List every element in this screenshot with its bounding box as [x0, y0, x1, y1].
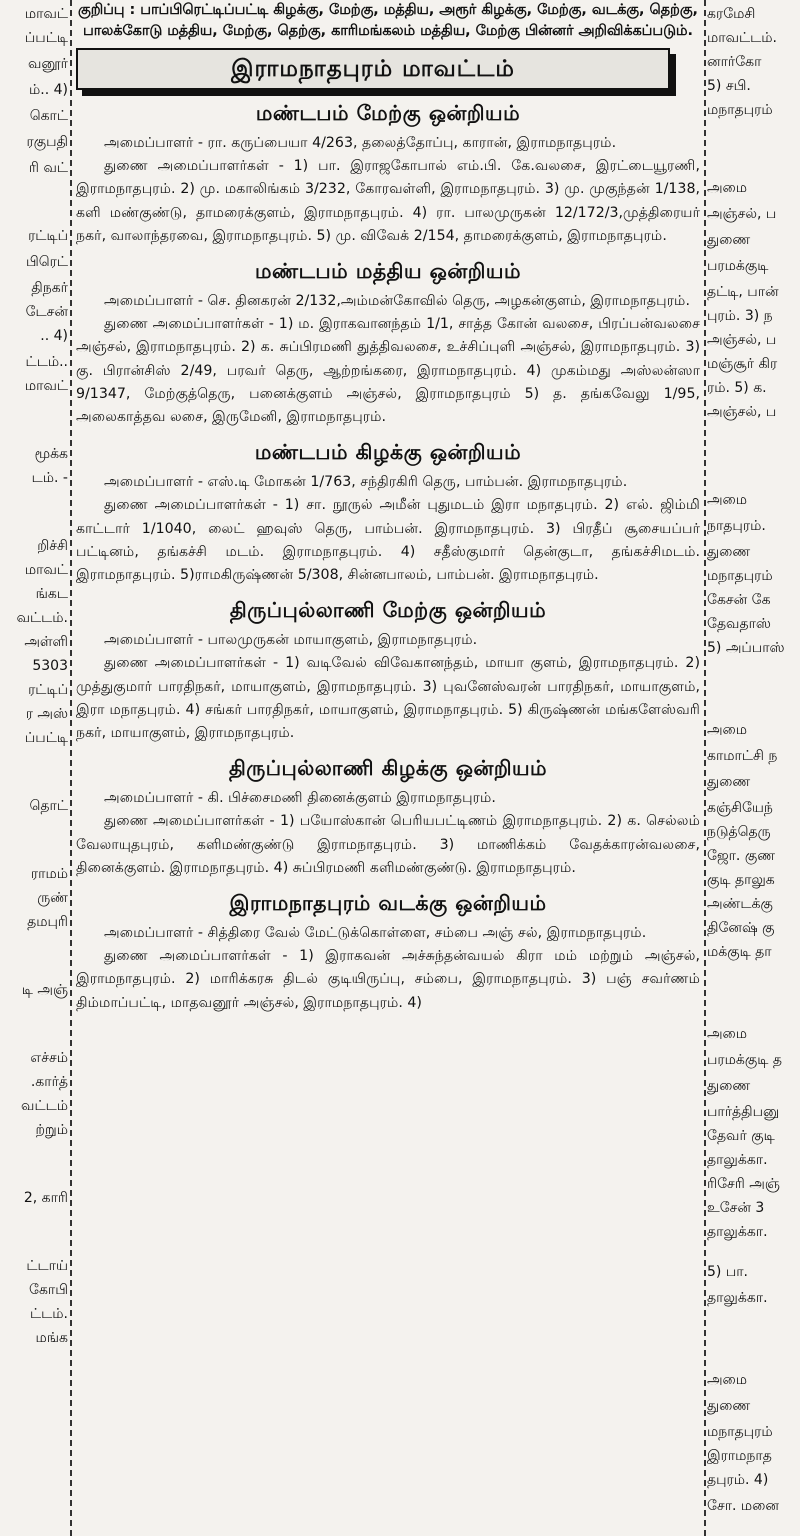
left-column-fragment: வட்டம்	[21, 1098, 68, 1114]
left-column-fragment: ங்கட	[35, 586, 68, 602]
section-deputies: துணை அமைப்பாளர்கள் - 1) ம. இராகவானந்தம் 1/1, சாத்த கோன் வலசை, பிரப்பன்வலசை அஞ்சல், இராமநாதபுரம். 2) க. சுப்பிரமணி துத்திவலசை, உச்சிப்புளி அஞ்சல், இராமநாதபுரம். 3) கு. பிரான்சிஸ் 2/49, பரவர் தெரு, ஆற்றங்கரை, இராமநாதபுரம். 4) முகம்மது அஸ்லன்ஸா 9/1347, மேற்குத்தெரு, பனைக்குளம் அஞ்சல், இராமநாதபுரம் 5) த. தங்கவேலு 1/95, அலைகாத்தவ லசை, இருமேனி, இராமநாதபுரம்.	[76, 316, 700, 426]
left-column-fragment: ரட்டிப்	[28, 228, 68, 244]
section-deputies: துணை அமைப்பாளர்கள் - 1) இராகவன் அச்சுந்தன்வயல் கிரா மம் மற்றும் அஞ்சல், இராமநாதபுரம். 2) மாரிக்கரசு திடல் குடியிருப்பு, சம்பை, இராமநாதபுரம். 3) பஞ் சவர்ணம் திம்மாப்பட்டி, மாதவனூர் அஞ்சல், இராமநாதபுரம். 4)	[76, 948, 700, 1011]
left-column-fragment: பிரெட்	[25, 254, 68, 270]
right-column-fragment: இராமநாத	[707, 1448, 772, 1464]
right-column-fragment: மநாதபுரம்	[707, 1424, 773, 1440]
right-column-fragment: கஞ்சியேந்	[707, 800, 773, 816]
section-title: இராமநாதபுரம் வடக்கு ஒன்றியம்	[229, 891, 547, 916]
section-mandapam-central	[76, 256, 700, 429]
right-column-fragment: அமை	[707, 722, 748, 738]
right-column-fragment: மநாதபுரம்	[707, 568, 773, 584]
section-ramanathapuram-north	[76, 888, 700, 1015]
left-column-fragment: ப்பட்டி	[24, 730, 68, 746]
section-mandapam-east	[76, 437, 700, 587]
left-column-fragment: மாவட்	[24, 378, 68, 394]
right-column-fragment: தாலுக்கா.	[707, 1224, 768, 1240]
right-column-fragment: ஜோ. குண	[707, 848, 776, 864]
left-column-fragment: ட்டம்.	[29, 1306, 68, 1322]
left-column-fragment: மாவட்	[24, 562, 68, 578]
right-column-fragment: அஞ்சல், ப	[707, 332, 777, 348]
left-column-fragment: ற்றும்	[35, 1122, 68, 1138]
right-column-fragment: நடுத்தெரு	[707, 824, 771, 840]
section-deputies: துணை அமைப்பாளர்கள் - 1) பயோஸ்கான் பெரியபட்டிணம் இராமநாதபுரம். 2) க. செல்லம் வேலாயுதபுரம், களிமண்குண்டு இராமநாதபுரம். 3) மாணிக்கம் வேதக்காரன்வலசை, தினைக்குளம். இராமநாதபுரம். 4) சுப்பிரமணி களிமண்குண்டு. இராமநாதபுரம்.	[76, 813, 700, 876]
section-deputies: துணை அமைப்பாளர்கள் - 1) பா. இராஜகோபால் எம்.பி. கே.வலசை, இரட்டையூரணி, இராமநாதபுரம். 2) மு. மகாலிங்கம் 3/232, கோரவள்ளி, இராமநாதபுரம். 3) மு. முகுந்தன் 1/138, களி மண்குண்டு, தாமரைக்குளம், இராமநாதபுரம். 4) ரா. பாலமுருகன் 12/172/3,முத்திரையர் நகர், வாலாந்தரவை, இராமநாதபுரம். 5) மு. விவேக் 2/154, தாமரைக்குளம், இராமநாதபுரம்.	[76, 158, 700, 244]
left-column-fragment: ரட்டிப்	[28, 682, 68, 698]
left-column-fragment: மங்க	[35, 1330, 68, 1346]
left-column-fragment: கோபி	[29, 1282, 68, 1298]
left-column-fragment: .. 4)	[40, 328, 68, 344]
right-column-fragment: அமை	[707, 180, 748, 196]
left-column-fragment: .கார்த்	[30, 1074, 68, 1090]
left-column-fragment: டி அஞ்	[21, 982, 68, 998]
left-column-fragment: எச்சம்	[30, 1050, 68, 1066]
right-column-fragment: தபுரம். 4)	[707, 1472, 769, 1488]
right-column-fragment: கேசன் கே	[707, 592, 771, 608]
right-column-fragment: துணை	[707, 1398, 751, 1414]
right-column-cutoff	[707, 0, 800, 1536]
left-column-fragment: ருண்	[37, 890, 68, 906]
left-column-fragment: மூக்க	[34, 446, 68, 462]
left-column-fragment: ப்பட்டி	[24, 30, 68, 46]
right-column-fragment: உசேன் 3	[707, 1200, 765, 1216]
right-column-fragment: அஞ்சல், ப	[707, 206, 777, 222]
main-column	[76, 0, 700, 1536]
right-column-fragment: தாலுக்கா.	[707, 1290, 768, 1306]
right-column-fragment: அமை	[707, 492, 748, 508]
section-title: திருப்புல்லாணி கிழக்கு ஒன்றியம்	[228, 756, 548, 781]
right-column-fragment: மக்குடி தா	[707, 944, 772, 960]
left-column-fragment: ராமம்	[30, 866, 68, 882]
right-column-fragment: ரிசேரி அஞ்	[707, 1176, 780, 1192]
right-column-fragment: தினேஷ் கு	[707, 920, 775, 936]
right-column-fragment: காமாட்சி ந	[707, 748, 778, 764]
left-column-fragment: டேசன்	[25, 304, 68, 320]
right-column-fragment: னார்கோ	[707, 54, 762, 70]
right-column-fragment: துணை	[707, 774, 751, 790]
top-note: குறிப்பு : பாப்பிரெட்டிப்பட்டி கிழக்கு, மேற்கு, மத்திய, அரூர் கிழக்கு, மேற்கு, வடக்கு, தெற்கு, பாலக்கோடு மத்திய, மேற்கு, தெற்கு, காரிமங்கலம் மத்திய, மேற்கு பின்னர் அறிவிக்கப்படும்.	[78, 2, 698, 39]
right-column-fragment: மாவட்டம்.	[707, 30, 777, 46]
left-column-fragment: மாவட்	[24, 6, 68, 22]
left-column-fragment: தொட்	[29, 798, 68, 814]
right-column-divider	[704, 0, 706, 1536]
left-column-fragment: வட்டம்.	[16, 610, 68, 626]
section-title: மண்டபம் மத்திய ஒன்றியம்	[255, 259, 521, 284]
right-column-fragment: துணை	[707, 1078, 751, 1094]
left-column-fragment: வனூர்	[27, 56, 68, 72]
left-column-fragment: திநகர்	[31, 280, 68, 296]
right-column-fragment: அஞ்சல், ப	[707, 404, 777, 420]
right-column-fragment: அமை	[707, 1372, 748, 1388]
left-column-fragment: அள்ளி	[24, 634, 68, 650]
left-column-fragment: டம். -	[31, 470, 68, 486]
right-column-fragment: தேவர் குடி	[707, 1128, 775, 1144]
section-organizer: அமைப்பாளர் - செ. தினகரன் 2/132,அம்மன்கோவில் தெரு, அழகன்குளம், இராமநாதபுரம்.	[104, 293, 690, 310]
right-column-fragment: கரமேசி	[707, 6, 756, 22]
section-title: மண்டபம் கிழக்கு ஒன்றியம்	[254, 440, 522, 465]
right-column-fragment: பரமக்குடி	[707, 258, 769, 274]
section-title: திருப்புல்லாணி மேற்கு ஒன்றியம்	[229, 598, 547, 623]
section-title: மண்டபம் மேற்கு ஒன்றியம்	[255, 101, 521, 125]
right-column-fragment: 5) சபி.	[707, 78, 751, 94]
district-title-box	[76, 48, 670, 90]
right-column-fragment: பரமக்குடி த	[707, 1052, 782, 1068]
section-organizer: அமைப்பாளர் - சித்திரை வேல் மேட்டுக்கொள்ளை, சம்பை அஞ் சல், இராமநாதபுரம்.	[104, 925, 647, 942]
right-column-fragment: நாதபுரம்.	[707, 518, 766, 534]
left-column-fragment: 2, காரி	[23, 1190, 68, 1206]
right-column-fragment: தேவதாஸ்	[707, 616, 771, 632]
left-column-fragment: ட்டாய்	[26, 1258, 68, 1274]
left-column-fragment: ரி வட்	[28, 160, 68, 176]
right-column-fragment: பார்த்திபனு	[707, 1104, 780, 1120]
right-column-fragment: 5) அப்பாஸ்	[707, 640, 785, 656]
right-column-fragment: மஞ்சூர் கிர	[707, 356, 778, 372]
right-column-fragment: சோ. மனை	[707, 1498, 779, 1514]
section-thiruppullani-west	[76, 595, 700, 745]
left-column-fragment: ர அஸ்	[25, 706, 68, 722]
right-column-fragment: ரம். 5) க.	[707, 380, 767, 396]
left-column-fragment: 5303	[32, 658, 68, 674]
right-column-fragment: புரம். 3) ந	[707, 308, 773, 324]
section-mandapam-west	[76, 98, 700, 248]
section-organizer: அமைப்பாளர் - கி. பிச்சைமணி தினைக்குளம் இராமநாதபுரம்.	[104, 790, 496, 807]
left-column-fragment: கொட்	[29, 108, 68, 124]
section-deputies: துணை அமைப்பாளர்கள் - 1) சா. நூருல் அமீன் புதுமடம் இரா மநாதபுரம். 2) எல். ஜிம்மி காட்டார் 1/1040, லைட் ஹவுஸ் தெரு, பாம்பன். இராமநாதபுரம். 3) பிரதீப் சூசையப்பர் பட்டினம், தங்கச்சி மடம். இராமநாதபுரம். 4) சதீஸ்குமார் தென்குடா, தங்கச்சிமடம். இராமநாதபுரம். 5)ராமகிருஷ்ணன் 5/308, சின்னபாலம், பாம்பன். இராமநாதபுரம்.	[76, 497, 700, 584]
right-column-fragment: தட்டி, பான்	[707, 284, 779, 300]
left-column-fragment: ட்டம்..	[25, 354, 68, 370]
right-column-fragment: குடி தாலுக	[707, 872, 775, 888]
left-column-fragment: தமபுரி	[27, 914, 68, 930]
section-organizer: அமைப்பாளர் - எஸ்.டி மோகன் 1/763, சந்திரகிரி தெரு, பாம்பன். இராமநாதபுரம்.	[104, 474, 628, 491]
section-deputies: துணை அமைப்பாளர்கள் - 1) வடிவேல் விவேகானந்தம், மாயா குளம், இராமநாதபுரம். 2) முத்துகுமார் பாரதிநகர், மாயாகுளம், இராமநாதபுரம். 3) புவனேஸ்வரன் பாரதிநகர், மாயாகுளம், இரா மநாதபுரம். 4) சங்கர் பாரதிநகர், மாயாகுளம், இராமநாதபுரம். 5) கிருஷ்ணன் மங்களேஸ்வரி நகர், மாயாகுளம், இராமநாதபுரம்.	[76, 655, 700, 742]
right-column-fragment: துணை	[707, 544, 751, 560]
right-column-fragment: 5) பா.	[707, 1264, 749, 1280]
section-thiruppullani-east	[76, 753, 700, 880]
right-column-fragment: துணை	[707, 232, 751, 248]
left-column-cutoff	[0, 0, 68, 1536]
district-title: இராமநாதபுரம் மாவட்டம்	[231, 56, 515, 82]
section-organizer: அமைப்பாளர் - ரா. கருப்பையா 4/263, தலைத்தோப்பு, காரான், இராமநாதபுரம்.	[104, 135, 617, 151]
right-column-fragment: தாலுக்கா.	[707, 1152, 768, 1168]
right-column-fragment: அண்டக்கு	[707, 896, 773, 912]
left-column-fragment: ம்.. 4)	[29, 82, 68, 98]
right-column-fragment: அமை	[707, 1026, 748, 1042]
left-column-fragment: ரகுபதி	[26, 134, 68, 150]
left-column-fragment: றிச்சி	[37, 538, 68, 554]
left-column-divider	[70, 0, 72, 1536]
section-organizer: அமைப்பாளர் - பாலமுருகன் மாயாகுளம், இராமநாதபுரம்.	[104, 632, 478, 649]
right-column-fragment: மநாதபுரம்	[707, 102, 773, 118]
